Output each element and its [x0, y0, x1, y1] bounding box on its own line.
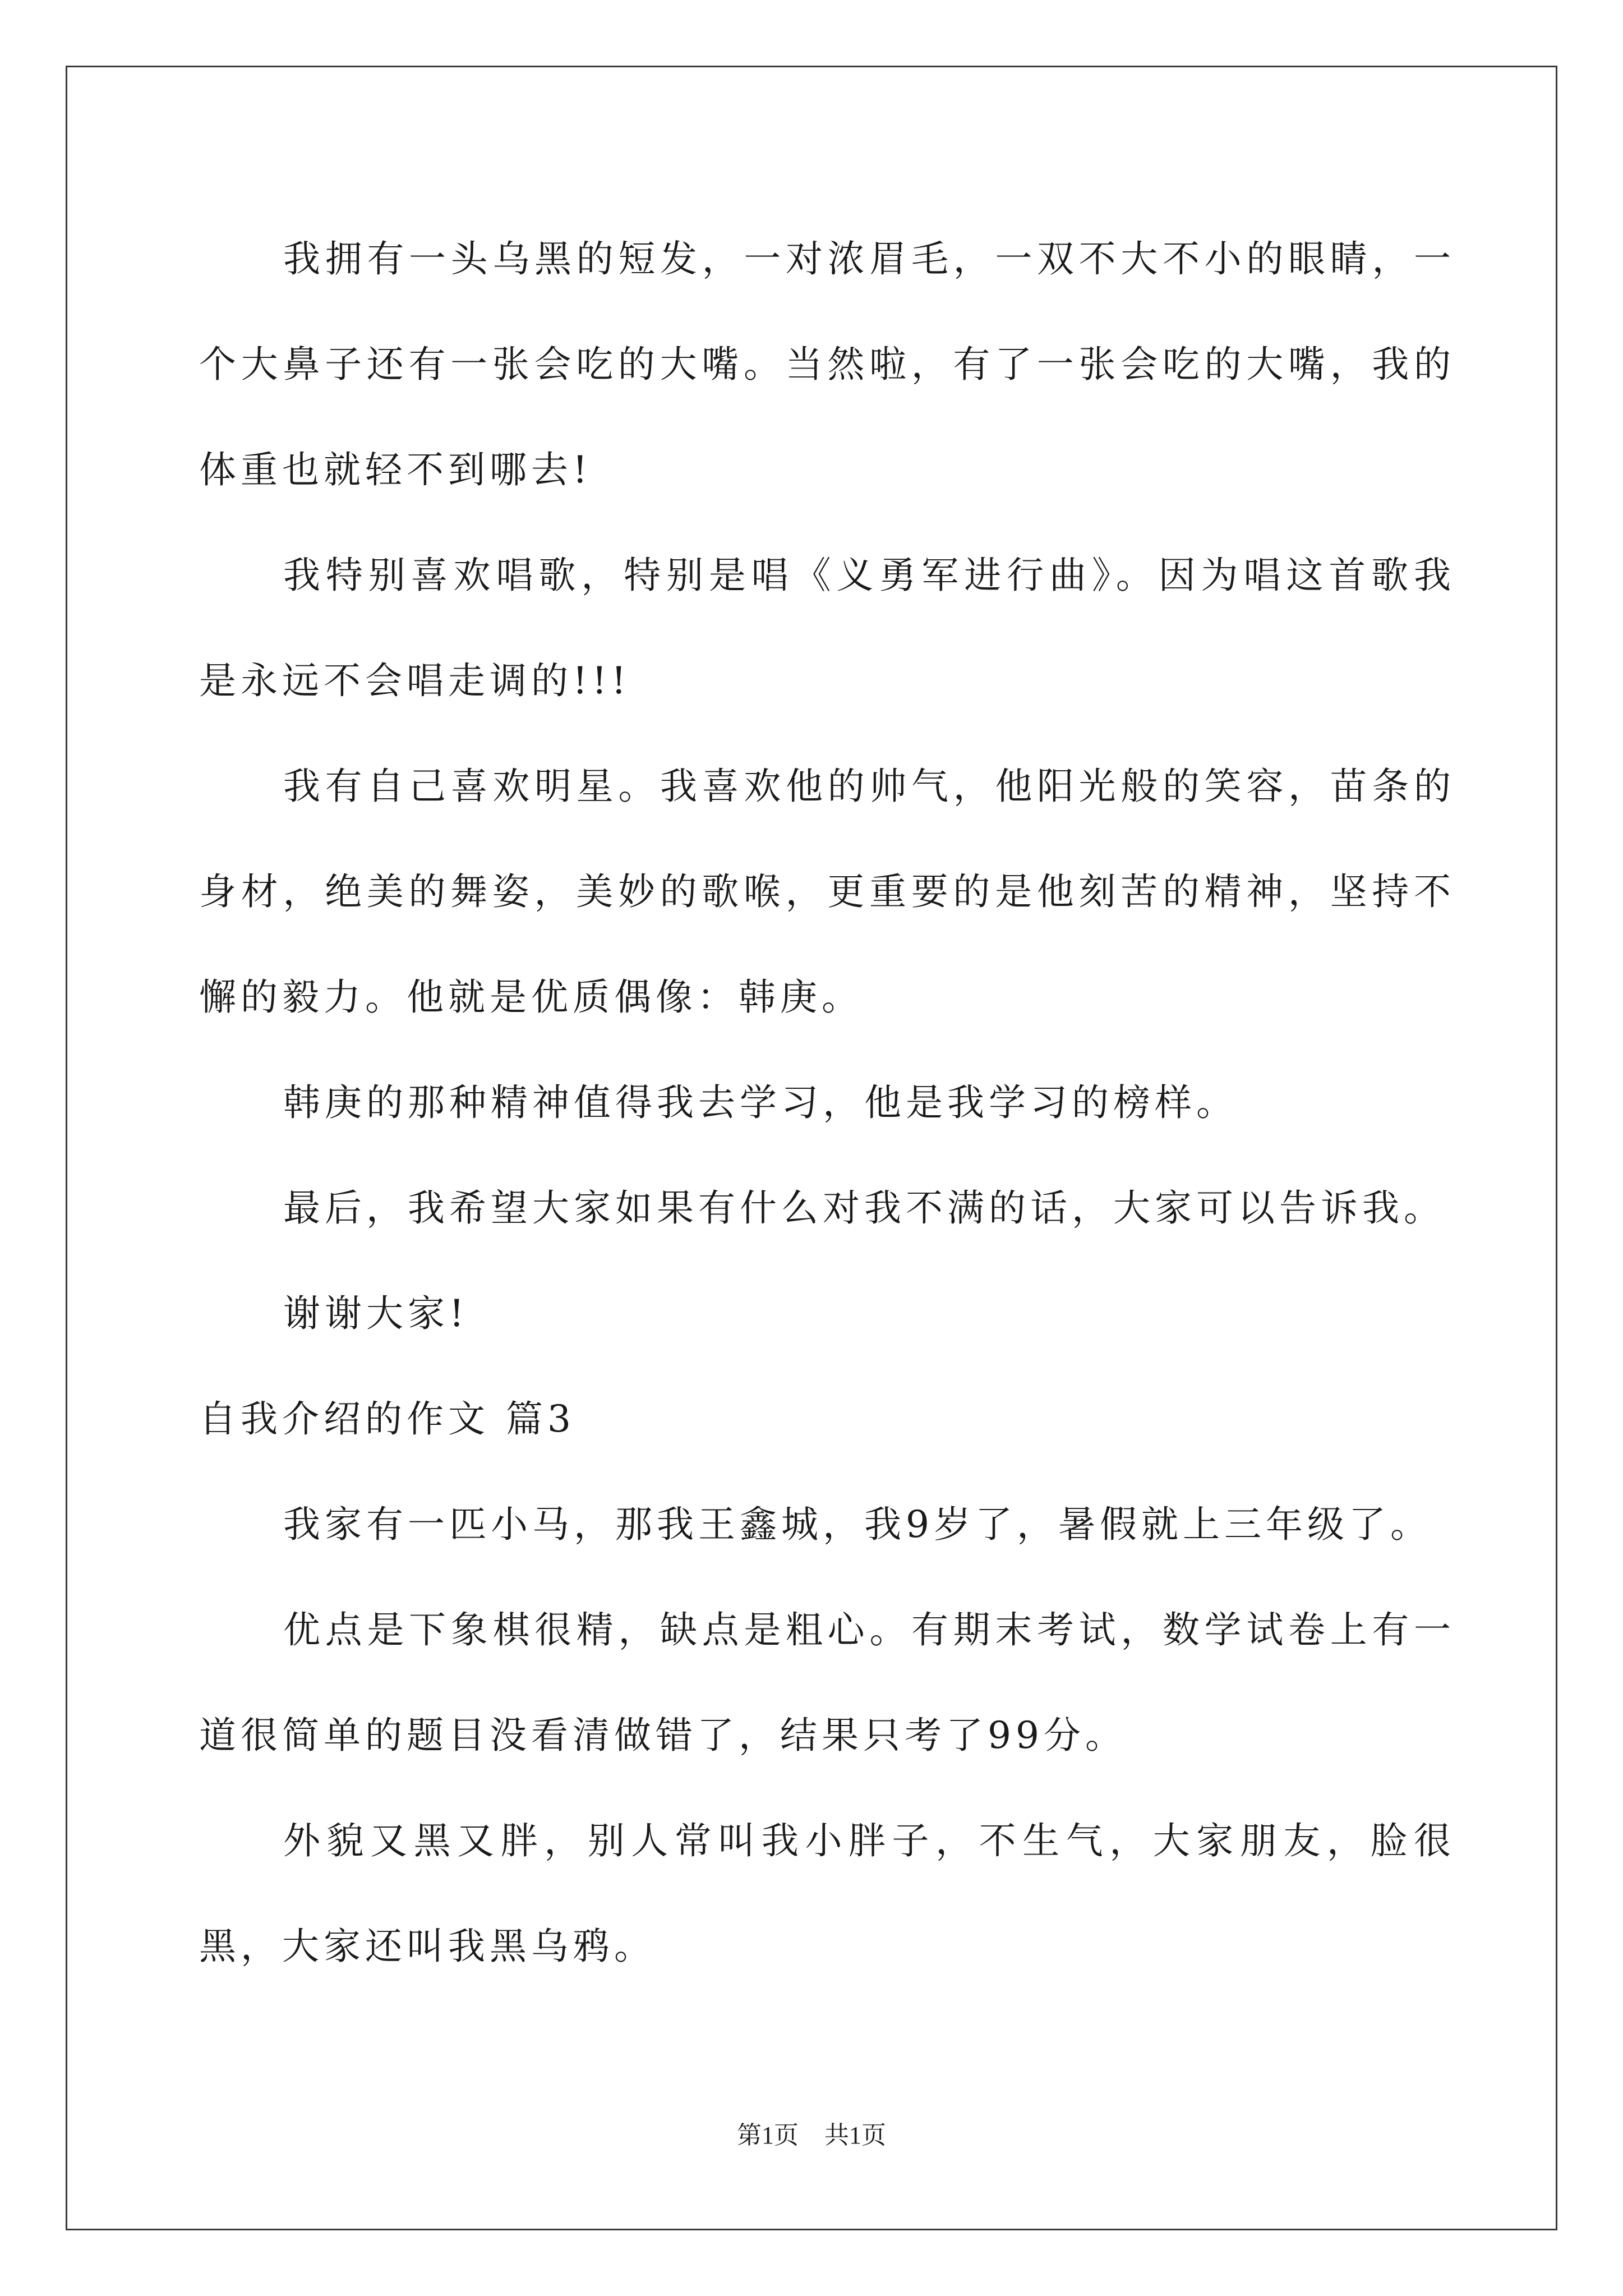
page-total: 共1页 — [824, 2122, 886, 2149]
paragraph: 我有自己喜欢明星。我喜欢他的帅气，他阳光般的笑容，苗条的身材，绝美的舞姿，美妙的歌喉，更重要的是他刻苦的精神，坚持不懈的毅力。他就是优质偶像：韩庚。 — [199, 765, 1455, 1019]
paragraph: 外貌又黑又胖，别人常叫我小胖子，不生气，大家朋友，脸很黑，大家还叫我黑乌鸦。 — [199, 1819, 1455, 1968]
paragraph: 优点是下象棋很精，缺点是粗心。有期末考试，数学试卷上有一道很简单的题目没看清做错了，结果只考了99分。 — [199, 1608, 1455, 1757]
paragraph: 谢谢大家! — [283, 1292, 469, 1335]
paragraph: 我拥有一头乌黑的短发，一对浓眉毛，一双不大不小的眼睛，一个大鼻子还有一张会吃的大嘴。当然啦，有了一张会吃的大嘴，我的体重也就轻不到哪去! — [199, 237, 1455, 491]
section-heading: 自我介绍的作文 篇3 — [199, 1397, 575, 1441]
document-body — [199, 206, 1455, 1999]
paragraph: 韩庚的那种精神值得我去学习，他是我学习的榜样。 — [283, 1081, 1238, 1124]
page-footer — [0, 2115, 1623, 2151]
paragraph: 最后，我希望大家如果有什么对我不满的话，大家可以告诉我。 — [283, 1186, 1445, 1230]
paragraph: 我家有一匹小马，那我王鑫城，我9岁了，暑假就上三年级了。 — [283, 1503, 1432, 1546]
page-number: 第1页 — [737, 2122, 799, 2149]
paragraph: 我特别喜欢唱歌，特别是唱《义勇军进行曲》。因为唱这首歌我是永远不会唱走调的!!! — [199, 554, 1455, 702]
